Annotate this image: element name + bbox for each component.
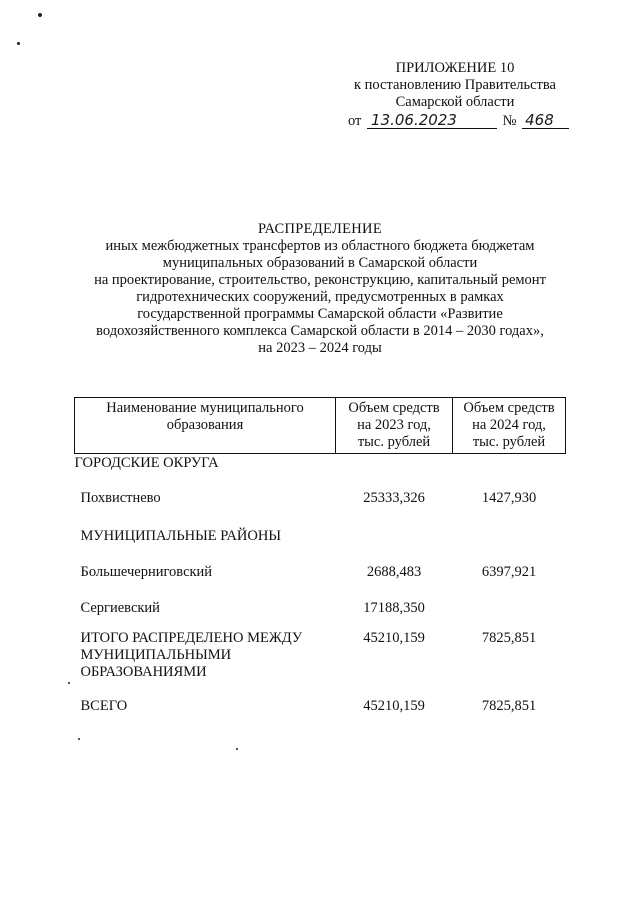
title-line: гидротехнических сооружений, предусмотренных в рамках <box>136 289 504 305</box>
scan-speck <box>68 682 70 684</box>
scan-speck <box>17 42 20 45</box>
municipality-name: Сергиевский <box>80 599 160 616</box>
table-row-total <box>75 698 566 722</box>
table-row <box>75 490 566 528</box>
appendix-reference: к постановлению Правительства <box>354 77 556 93</box>
document-title <box>60 221 580 357</box>
title-line: муниципальных образований в Самарской области <box>162 255 478 271</box>
subtotal-2024: 7825,851 <box>481 629 537 646</box>
appendix-date-number-line <box>348 112 580 130</box>
header-2024: Объем средств на 2024 год, тыс. рублей <box>453 398 566 454</box>
municipality-name: Большечерниговский <box>80 563 213 580</box>
number-prefix: № <box>502 113 517 129</box>
date-prefix: от <box>348 113 362 129</box>
municipality-name: Похвистнево <box>80 489 161 506</box>
title-line: иных межбюджетных трансфертов из областного бюджета бюджетам <box>105 238 535 254</box>
scan-speck <box>236 748 238 750</box>
title-line: на 2023 – 2024 годы <box>258 340 382 356</box>
total-2024: 7825,851 <box>481 697 537 714</box>
scan-speck <box>38 13 42 17</box>
subtotal-label: ИТОГО РАСПРЕДЕЛЕНО МЕЖДУ МУНИЦИПАЛЬНЫМИ ОБРАЗОВАНИЯМИ <box>80 629 303 680</box>
appendix-title: ПРИЛОЖЕНИЕ 10 <box>395 60 515 76</box>
table-row <box>75 564 566 600</box>
section-municipal-districts: МУНИЦИПАЛЬНЫЕ РАЙОНЫ <box>80 527 281 544</box>
header-municipality: Наименование муниципального образования <box>75 398 336 454</box>
title-line: на проектирование, строительство, реконструкцию, капитальный ремонт <box>94 272 546 288</box>
value-2023: 25333,326 <box>363 489 425 506</box>
total-2023: 45210,159 <box>363 697 425 714</box>
title-line: государственной программы Самарской области «Развитие <box>137 306 503 322</box>
total-label: ВСЕГО <box>80 697 128 714</box>
value-2024 <box>453 600 566 630</box>
header-2023: Объем средств на 2023 год, тыс. рублей <box>336 398 453 454</box>
appendix-block <box>330 60 580 130</box>
title-heading: РАСПРЕДЕЛЕНИЕ <box>258 221 382 237</box>
section-row <box>75 528 566 564</box>
scan-speck <box>78 738 80 740</box>
subtotal-2023: 45210,159 <box>363 629 425 646</box>
section-row <box>75 454 566 490</box>
section-city-districts: ГОРОДСКИЕ ОКРУГА <box>74 455 219 471</box>
distribution-table <box>74 397 566 722</box>
table-header-row <box>75 398 566 454</box>
appendix-region: Самарской области <box>395 94 515 110</box>
handwritten-number: 468 <box>522 112 569 129</box>
value-2023: 17188,350 <box>363 599 425 616</box>
value-2023: 2688,483 <box>366 563 422 580</box>
table-row-subtotal <box>75 630 566 698</box>
title-line: водохозяйственного комплекса Самарской области в 2014 – 2030 годах», <box>96 323 544 339</box>
value-2024: 1427,930 <box>481 489 537 506</box>
handwritten-date: 13.06.2023 <box>367 112 497 129</box>
table-row <box>75 600 566 630</box>
value-2024: 6397,921 <box>481 563 537 580</box>
